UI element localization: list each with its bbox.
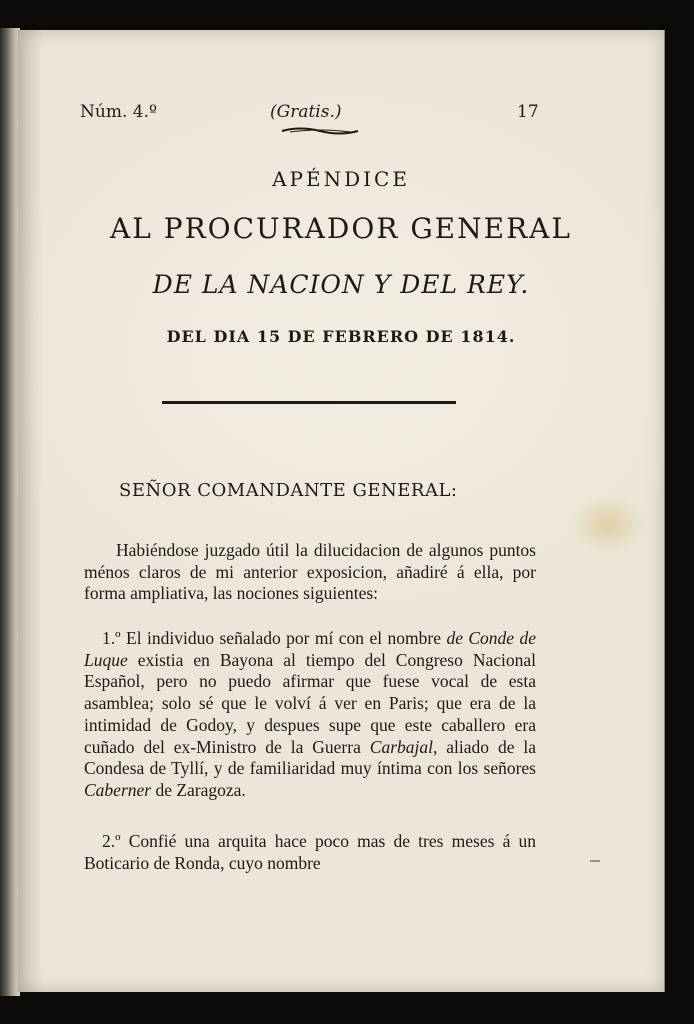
- list-item-1: [84, 628, 536, 802]
- issue-date: DEL DIA 15 DE FEBRERO DE 1814.: [166, 327, 516, 346]
- item-2-marker: 2.º: [102, 831, 121, 851]
- page-number: 17: [517, 102, 539, 122]
- horizontal-rule: [162, 401, 456, 404]
- item-1-name-conde: de Conde de Luque: [84, 628, 537, 670]
- document-page: [18, 30, 665, 992]
- intro-paragraph: Habiéndose juzgado útil la dilucidacion de algunos puntos ménos claros de mi anterior exposicion, añadiré á ella, por forma ampliativa, las nociones siguientes:: [84, 540, 536, 604]
- item-1-marker: 1.º: [102, 628, 121, 648]
- item-1-text-a: El individuo señalado por mí con el nombre: [126, 628, 441, 648]
- main-title: AL PROCURADOR GENERAL: [110, 212, 572, 245]
- ink-blemish: [590, 860, 600, 862]
- item-2-text: Confié una arquita hace poco mas de tres meses á un Boticario de Ronda, cuyo nombre: [84, 831, 537, 873]
- item-1-text-b: existia en Bayona al tiempo del Congreso Nacional Español, pero no puedo afirmar que fuese vocal de esta asamblea; solo sé que le volví á ver en Paris; que era de la intimidad de Godoy, y despues supe que este caballero era cuñado del ex-Ministro de la Guerra: [84, 649, 536, 757]
- salutation: SEÑOR COMANDANTE GENERAL:: [119, 480, 458, 501]
- gratis-label: (Gratis.): [270, 102, 342, 122]
- subtitle-nation: DE LA NACION Y DEL REY.: [152, 270, 530, 299]
- book-spine-edge: [0, 28, 20, 996]
- item-1-text-c: , aliado de la Condesa de Tyllí, y de familiaridad muy íntima con los señores: [84, 736, 537, 779]
- item-1-text-d: de Zaragoza.: [155, 779, 246, 800]
- issue-number: Núm. 4.º: [80, 102, 157, 122]
- list-item-2: [84, 831, 536, 874]
- item-1-name-caberner: Caberner: [84, 779, 152, 800]
- ornament-flourish: [280, 125, 360, 137]
- item-1-name-carbajal: Carbajal: [369, 736, 433, 757]
- appendix-heading: APÉNDICE: [272, 167, 410, 191]
